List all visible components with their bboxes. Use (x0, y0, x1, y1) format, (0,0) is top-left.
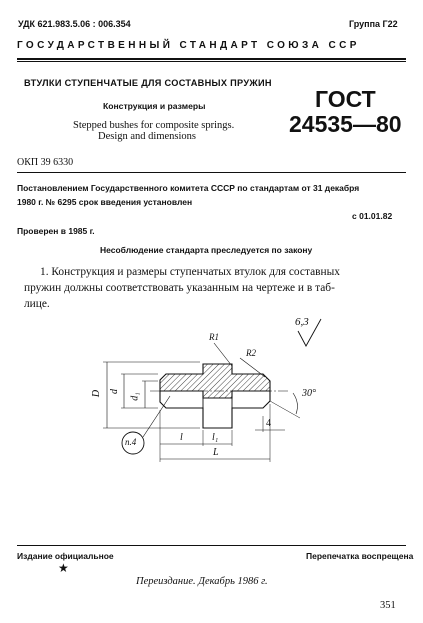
gost-number: 24535—80 (289, 111, 402, 137)
dim-d-label: d (109, 389, 120, 394)
official-edition: Издание официальное (17, 551, 114, 561)
page-number: 351 (380, 600, 396, 611)
paragraph-line2: пружин должны соответствовать указанным на чертеже и в таб- (24, 282, 335, 294)
dim-l1-label: l₁ (212, 432, 219, 443)
decree-date: с 01.01.82 (352, 211, 393, 221)
star-icon: ★ (58, 561, 69, 575)
udk-code: УДК 621.983.5.06 : 006.354 (18, 19, 131, 29)
section-hatch (160, 364, 270, 398)
reissue-note: Переиздание. Декабрь 1986 г. (136, 576, 268, 587)
reprint-forbidden: Перепечатка воспрещена (306, 551, 414, 561)
r2-label: R2 (246, 348, 256, 358)
footer-rule (17, 545, 406, 546)
dim-D-label: D (91, 389, 103, 398)
title-ru-sub: Конструкция и размеры (103, 101, 206, 111)
group-code: Группа Г22 (349, 19, 398, 29)
decree-line2: 1980 г. № 6295 срок введения установлен (17, 197, 193, 207)
part-label: n.4 (125, 437, 137, 447)
r1-label: R1 (209, 332, 219, 342)
decree-checked: Проверен в 1985 г. (17, 226, 95, 236)
title-ru-main: ВТУЛКИ СТУПЕНЧАТЫЕ ДЛЯ СОСТАВНЫХ ПРУЖИН (24, 78, 272, 88)
dim-L-label: L (213, 447, 219, 458)
okp-code: ОКП 39 6330 (17, 157, 74, 168)
decree-warning: Несоблюдение стандарта преследуется по закону (100, 245, 313, 255)
dim-4-label: 4 (266, 418, 271, 429)
title-en-line2: Design and dimensions (98, 131, 196, 142)
paragraph-line3: лице. (24, 298, 50, 310)
decree-line1: Постановлением Государственного комитета СССР по стандартам от 31 декабря (17, 183, 360, 193)
gost-label: ГОСТ (315, 86, 376, 112)
angle-label: 30° (302, 388, 316, 399)
title-en-line1: Stepped bushes for composite springs. (73, 120, 235, 131)
paragraph-line1: 1. Конструкция и размеры ступенчатых втулок для составных (40, 266, 340, 278)
dim-l-label: l (180, 432, 183, 443)
dim-d1-label: d₁ (129, 392, 141, 401)
standard-line: ГОСУДАРСТВЕННЫЙ СТАНДАРТ СОЮЗА ССР (17, 40, 360, 51)
roughness-value: 6,3 (295, 316, 309, 328)
